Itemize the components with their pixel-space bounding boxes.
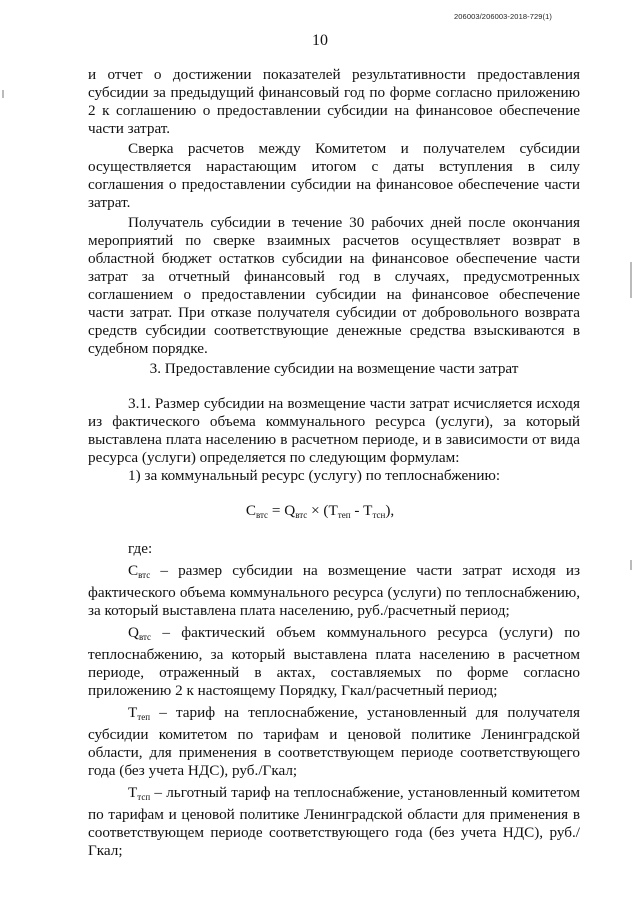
def-symbol: Т — [128, 704, 138, 721]
def-text: – льготный тариф на теплоснабжение, установленный комитетом по тарифам и ценовой политике Ленинградской области для применения в соответствующем периоде соответствующего года (без учета НДС), руб./Гкал; — [88, 784, 580, 859]
formula-q-sub: втс — [295, 510, 308, 520]
def-symbol: С — [128, 562, 139, 579]
formula-t2-sub: тсн — [372, 510, 386, 520]
formula-c-sub: втс — [255, 510, 269, 520]
section-heading: 3. Предоставление субсидии на возмещение части затрат — [149, 360, 519, 377]
formula-mid: × (Т — [307, 502, 338, 519]
paragraph-report: и отчет о достижении показателей результативности предоставления субсидии за предыдущий финансовый год по форме согласно приложению 2 к соглашению о предоставлении субсидии на финансовое обеспечение части затрат. — [88, 66, 580, 137]
definitions — [88, 540, 580, 860]
def-text: – размер субсидии на возмещение части затрат исходя из фактического объема коммунального ресурса (услуги) по теплоснабжению, за который выставлена плата населению, руб./расчетный период; — [88, 562, 580, 619]
definition-c-vts — [88, 562, 580, 620]
definition-t-tep — [88, 704, 580, 780]
document-id: 206003/206003-2018-729(1) — [454, 12, 552, 21]
paragraph-refund: Получатель субсидии в течение 30 рабочих дней после окончания мероприятий по сверке взаимных расчетов осуществляет возврат в областной бюджет остатков субсидии на финансовое обеспечение части затрат за отчетный финансовый год в случаях, предусмотренных соглашением о предоставлении субсидии на финансовое обеспечение части затрат. При отказе получателя субсидии от добровольного возврата средств субсидии соответствующие денежные средства взыскиваются в судебном порядке. — [88, 214, 580, 357]
formula-end: ), — [385, 502, 395, 519]
paragraph-3-1: 3.1. Размер субсидии на возмещение части затрат исчисляется исходя из фактического объема коммунального ресурса (услуги), за который выставлена плата населению в расчетном периоде, и в зависимости от вида ресурса (услуги) определяется по следующим формулам: — [88, 395, 580, 466]
paragraph-reconciliation: Сверка расчетов между Комитетом и получателем субсидии осуществляется нарастающим итогом с даты вступления в силу соглашения о предоставлении субсидии на финансовое обеспечение части затрат. — [88, 140, 580, 211]
def-subscript: втс — [138, 570, 151, 580]
formula-c: С — [245, 502, 256, 519]
item-heat-supply: 1) за коммунальный ресурс (услугу) по теплоснабжению: — [128, 467, 501, 484]
edge-mark-left — [2, 90, 4, 98]
formula-minus: - Т — [350, 502, 373, 519]
def-text: – тариф на теплоснабжение, установленный для получателя субсидии комитетом по тарифам и ценовой политике Ленинградской области, для применения в соответствующем периоде соответствующего года (без учета НДС), руб./Гкал; — [88, 704, 580, 779]
formula-q: Q — [284, 502, 296, 519]
def-text: – фактический объем коммунального ресурса (услуги) по теплоснабжению, за который выставлена плата населению в расчетном периоде, отраженный в актах, составляемых по форме согласно приложению 2 к настоящему Порядку, Гкал/расчетный период; — [88, 624, 580, 699]
definition-q-vts — [88, 624, 580, 700]
page-number: 10 — [312, 32, 328, 49]
def-subscript: тсп — [137, 792, 151, 802]
paragraph-continuation — [88, 66, 580, 358]
section-3-body — [88, 395, 580, 485]
formula-eq: = — [268, 502, 285, 519]
formula-t1-sub: теп — [337, 510, 351, 520]
edge-mark-right-2 — [630, 560, 632, 570]
definition-t-tsp — [88, 784, 580, 860]
def-symbol: Q — [128, 624, 139, 641]
def-subscript: теп — [137, 712, 151, 722]
where-label: где: — [128, 540, 153, 557]
formula — [0, 502, 640, 520]
def-symbol: Т — [128, 784, 138, 801]
edge-mark-right — [630, 262, 632, 298]
def-subscript: втс — [138, 632, 152, 642]
